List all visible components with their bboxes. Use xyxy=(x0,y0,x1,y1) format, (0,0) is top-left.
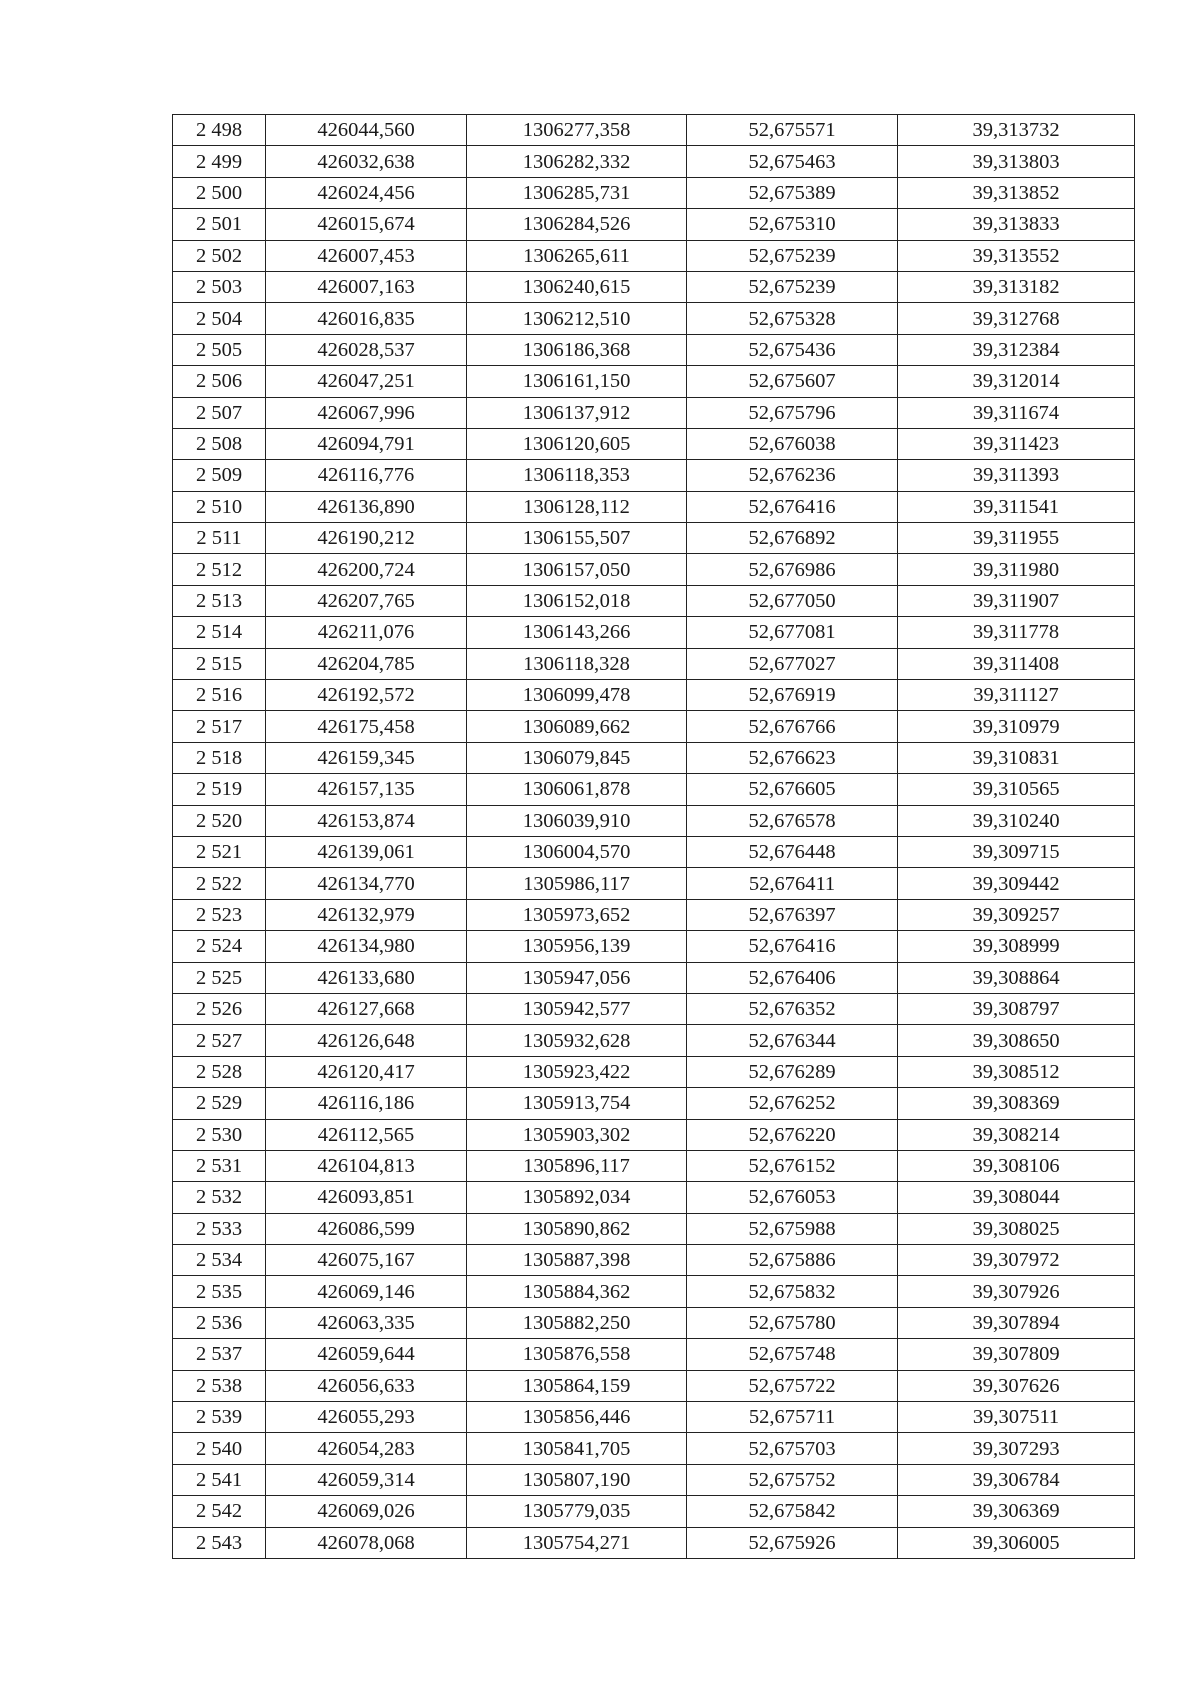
table-row xyxy=(173,1025,1135,1056)
latitude-cell: 52,675310 xyxy=(687,209,898,240)
point-number-cell: 2 520 xyxy=(173,805,266,836)
table-row xyxy=(173,554,1135,585)
y-coordinate-cell: 1306089,662 xyxy=(467,711,687,742)
y-coordinate-cell: 1305884,362 xyxy=(467,1276,687,1307)
x-coordinate-cell: 426134,770 xyxy=(266,868,467,899)
point-number-cell: 2 535 xyxy=(173,1276,266,1307)
longitude-cell: 39,313833 xyxy=(898,209,1135,240)
x-coordinate-cell: 426055,293 xyxy=(266,1402,467,1433)
latitude-cell: 52,677081 xyxy=(687,617,898,648)
longitude-cell: 39,311778 xyxy=(898,617,1135,648)
longitude-cell: 39,311980 xyxy=(898,554,1135,585)
latitude-cell: 52,676053 xyxy=(687,1182,898,1213)
coordinates-table xyxy=(172,114,1135,1559)
point-number-cell: 2 517 xyxy=(173,711,266,742)
x-coordinate-cell: 426175,458 xyxy=(266,711,467,742)
x-coordinate-cell: 426016,835 xyxy=(266,303,467,334)
point-number-cell: 2 515 xyxy=(173,648,266,679)
x-coordinate-cell: 426116,776 xyxy=(266,460,467,491)
latitude-cell: 52,675886 xyxy=(687,1245,898,1276)
point-number-cell: 2 542 xyxy=(173,1496,266,1527)
point-number-cell: 2 526 xyxy=(173,993,266,1024)
x-coordinate-cell: 426136,890 xyxy=(266,491,467,522)
point-number-cell: 2 524 xyxy=(173,931,266,962)
x-coordinate-cell: 426132,979 xyxy=(266,899,467,930)
x-coordinate-cell: 426059,314 xyxy=(266,1464,467,1495)
y-coordinate-cell: 1306143,266 xyxy=(467,617,687,648)
table-row xyxy=(173,1276,1135,1307)
longitude-cell: 39,310240 xyxy=(898,805,1135,836)
point-number-cell: 2 503 xyxy=(173,271,266,302)
latitude-cell: 52,676892 xyxy=(687,523,898,554)
x-coordinate-cell: 426086,599 xyxy=(266,1213,467,1244)
longitude-cell: 39,311408 xyxy=(898,648,1135,679)
longitude-cell: 39,307894 xyxy=(898,1307,1135,1338)
longitude-cell: 39,308512 xyxy=(898,1056,1135,1087)
point-number-cell: 2 518 xyxy=(173,742,266,773)
latitude-cell: 52,676289 xyxy=(687,1056,898,1087)
table-row xyxy=(173,1213,1135,1244)
longitude-cell: 39,312768 xyxy=(898,303,1135,334)
point-number-cell: 2 523 xyxy=(173,899,266,930)
longitude-cell: 39,309442 xyxy=(898,868,1135,899)
longitude-cell: 39,308025 xyxy=(898,1213,1135,1244)
latitude-cell: 52,675703 xyxy=(687,1433,898,1464)
y-coordinate-cell: 1305856,446 xyxy=(467,1402,687,1433)
longitude-cell: 39,313182 xyxy=(898,271,1135,302)
latitude-cell: 52,676252 xyxy=(687,1088,898,1119)
y-coordinate-cell: 1306061,878 xyxy=(467,774,687,805)
point-number-cell: 2 532 xyxy=(173,1182,266,1213)
table-row xyxy=(173,1339,1135,1370)
latitude-cell: 52,675571 xyxy=(687,115,898,146)
x-coordinate-cell: 426190,212 xyxy=(266,523,467,554)
y-coordinate-cell: 1306039,910 xyxy=(467,805,687,836)
x-coordinate-cell: 426200,724 xyxy=(266,554,467,585)
y-coordinate-cell: 1305913,754 xyxy=(467,1088,687,1119)
point-number-cell: 2 522 xyxy=(173,868,266,899)
table-row xyxy=(173,993,1135,1024)
latitude-cell: 52,676344 xyxy=(687,1025,898,1056)
longitude-cell: 39,306784 xyxy=(898,1464,1135,1495)
table-row xyxy=(173,836,1135,867)
y-coordinate-cell: 1305932,628 xyxy=(467,1025,687,1056)
table-row xyxy=(173,805,1135,836)
point-number-cell: 2 541 xyxy=(173,1464,266,1495)
table-row xyxy=(173,1150,1135,1181)
latitude-cell: 52,676352 xyxy=(687,993,898,1024)
x-coordinate-cell: 426159,345 xyxy=(266,742,467,773)
latitude-cell: 52,675722 xyxy=(687,1370,898,1401)
point-number-cell: 2 512 xyxy=(173,554,266,585)
table-row xyxy=(173,1370,1135,1401)
latitude-cell: 52,676397 xyxy=(687,899,898,930)
longitude-cell: 39,308999 xyxy=(898,931,1135,962)
point-number-cell: 2 539 xyxy=(173,1402,266,1433)
y-coordinate-cell: 1305986,117 xyxy=(467,868,687,899)
longitude-cell: 39,307926 xyxy=(898,1276,1135,1307)
longitude-cell: 39,311393 xyxy=(898,460,1135,491)
x-coordinate-cell: 426059,644 xyxy=(266,1339,467,1370)
latitude-cell: 52,677027 xyxy=(687,648,898,679)
table-row xyxy=(173,931,1135,962)
x-coordinate-cell: 426032,638 xyxy=(266,146,467,177)
table-row xyxy=(173,711,1135,742)
x-coordinate-cell: 426028,537 xyxy=(266,334,467,365)
x-coordinate-cell: 426075,167 xyxy=(266,1245,467,1276)
point-number-cell: 2 521 xyxy=(173,836,266,867)
longitude-cell: 39,310831 xyxy=(898,742,1135,773)
point-number-cell: 2 511 xyxy=(173,523,266,554)
y-coordinate-cell: 1305896,117 xyxy=(467,1150,687,1181)
y-coordinate-cell: 1306099,478 xyxy=(467,680,687,711)
y-coordinate-cell: 1306284,526 xyxy=(467,209,687,240)
point-number-cell: 2 516 xyxy=(173,680,266,711)
latitude-cell: 52,675796 xyxy=(687,397,898,428)
x-coordinate-cell: 426044,560 xyxy=(266,115,467,146)
table-row xyxy=(173,680,1135,711)
table-row xyxy=(173,428,1135,459)
x-coordinate-cell: 426015,674 xyxy=(266,209,467,240)
point-number-cell: 2 540 xyxy=(173,1433,266,1464)
table-row xyxy=(173,115,1135,146)
latitude-cell: 52,675389 xyxy=(687,177,898,208)
point-number-cell: 2 498 xyxy=(173,115,266,146)
longitude-cell: 39,312014 xyxy=(898,366,1135,397)
longitude-cell: 39,311541 xyxy=(898,491,1135,522)
x-coordinate-cell: 426211,076 xyxy=(266,617,467,648)
latitude-cell: 52,676766 xyxy=(687,711,898,742)
longitude-cell: 39,313852 xyxy=(898,177,1135,208)
y-coordinate-cell: 1305864,159 xyxy=(467,1370,687,1401)
y-coordinate-cell: 1305892,034 xyxy=(467,1182,687,1213)
table-row xyxy=(173,177,1135,208)
latitude-cell: 52,675988 xyxy=(687,1213,898,1244)
point-number-cell: 2 543 xyxy=(173,1527,266,1558)
x-coordinate-cell: 426007,163 xyxy=(266,271,467,302)
x-coordinate-cell: 426094,791 xyxy=(266,428,467,459)
x-coordinate-cell: 426133,680 xyxy=(266,962,467,993)
y-coordinate-cell: 1306137,912 xyxy=(467,397,687,428)
table-row xyxy=(173,366,1135,397)
table-row xyxy=(173,1464,1135,1495)
y-coordinate-cell: 1305754,271 xyxy=(467,1527,687,1558)
point-number-cell: 2 528 xyxy=(173,1056,266,1087)
longitude-cell: 39,307626 xyxy=(898,1370,1135,1401)
point-number-cell: 2 501 xyxy=(173,209,266,240)
x-coordinate-cell: 426054,283 xyxy=(266,1433,467,1464)
longitude-cell: 39,308864 xyxy=(898,962,1135,993)
table-row xyxy=(173,1527,1135,1558)
table-row xyxy=(173,1056,1135,1087)
x-coordinate-cell: 426093,851 xyxy=(266,1182,467,1213)
point-number-cell: 2 506 xyxy=(173,366,266,397)
y-coordinate-cell: 1306118,328 xyxy=(467,648,687,679)
longitude-cell: 39,307293 xyxy=(898,1433,1135,1464)
table-row xyxy=(173,899,1135,930)
x-coordinate-cell: 426126,648 xyxy=(266,1025,467,1056)
table-row xyxy=(173,774,1135,805)
table-row xyxy=(173,240,1135,271)
y-coordinate-cell: 1306157,050 xyxy=(467,554,687,585)
latitude-cell: 52,675239 xyxy=(687,271,898,302)
y-coordinate-cell: 1305876,558 xyxy=(467,1339,687,1370)
latitude-cell: 52,676623 xyxy=(687,742,898,773)
longitude-cell: 39,312384 xyxy=(898,334,1135,365)
longitude-cell: 39,313732 xyxy=(898,115,1135,146)
longitude-cell: 39,310979 xyxy=(898,711,1135,742)
table-row xyxy=(173,617,1135,648)
point-number-cell: 2 504 xyxy=(173,303,266,334)
y-coordinate-cell: 1306128,112 xyxy=(467,491,687,522)
longitude-cell: 39,308044 xyxy=(898,1182,1135,1213)
x-coordinate-cell: 426078,068 xyxy=(266,1527,467,1558)
table-row xyxy=(173,742,1135,773)
latitude-cell: 52,677050 xyxy=(687,585,898,616)
x-coordinate-cell: 426007,453 xyxy=(266,240,467,271)
y-coordinate-cell: 1305942,577 xyxy=(467,993,687,1024)
table-row xyxy=(173,397,1135,428)
y-coordinate-cell: 1306118,353 xyxy=(467,460,687,491)
point-number-cell: 2 525 xyxy=(173,962,266,993)
y-coordinate-cell: 1305923,422 xyxy=(467,1056,687,1087)
latitude-cell: 52,676919 xyxy=(687,680,898,711)
point-number-cell: 2 514 xyxy=(173,617,266,648)
longitude-cell: 39,308214 xyxy=(898,1119,1135,1150)
longitude-cell: 39,307809 xyxy=(898,1339,1135,1370)
table-row xyxy=(173,585,1135,616)
latitude-cell: 52,676152 xyxy=(687,1150,898,1181)
point-number-cell: 2 537 xyxy=(173,1339,266,1370)
point-number-cell: 2 513 xyxy=(173,585,266,616)
longitude-cell: 39,306369 xyxy=(898,1496,1135,1527)
x-coordinate-cell: 426134,980 xyxy=(266,931,467,962)
x-coordinate-cell: 426112,565 xyxy=(266,1119,467,1150)
longitude-cell: 39,308369 xyxy=(898,1088,1135,1119)
point-number-cell: 2 536 xyxy=(173,1307,266,1338)
longitude-cell: 39,311127 xyxy=(898,680,1135,711)
y-coordinate-cell: 1305882,250 xyxy=(467,1307,687,1338)
latitude-cell: 52,676986 xyxy=(687,554,898,585)
x-coordinate-cell: 426192,572 xyxy=(266,680,467,711)
table-row xyxy=(173,1307,1135,1338)
y-coordinate-cell: 1306161,150 xyxy=(467,366,687,397)
table-row xyxy=(173,271,1135,302)
table-row xyxy=(173,868,1135,899)
latitude-cell: 52,676236 xyxy=(687,460,898,491)
longitude-cell: 39,310565 xyxy=(898,774,1135,805)
table-row xyxy=(173,491,1135,522)
point-number-cell: 2 527 xyxy=(173,1025,266,1056)
longitude-cell: 39,309715 xyxy=(898,836,1135,867)
x-coordinate-cell: 426024,456 xyxy=(266,177,467,208)
latitude-cell: 52,676448 xyxy=(687,836,898,867)
table-row xyxy=(173,209,1135,240)
latitude-cell: 52,675239 xyxy=(687,240,898,271)
x-coordinate-cell: 426120,417 xyxy=(266,1056,467,1087)
latitude-cell: 52,675607 xyxy=(687,366,898,397)
longitude-cell: 39,306005 xyxy=(898,1527,1135,1558)
x-coordinate-cell: 426047,251 xyxy=(266,366,467,397)
x-coordinate-cell: 426104,813 xyxy=(266,1150,467,1181)
table-row xyxy=(173,962,1135,993)
table-row xyxy=(173,648,1135,679)
x-coordinate-cell: 426204,785 xyxy=(266,648,467,679)
y-coordinate-cell: 1306277,358 xyxy=(467,115,687,146)
table-row xyxy=(173,1433,1135,1464)
x-coordinate-cell: 426207,765 xyxy=(266,585,467,616)
table-row xyxy=(173,303,1135,334)
point-number-cell: 2 499 xyxy=(173,146,266,177)
latitude-cell: 52,676220 xyxy=(687,1119,898,1150)
y-coordinate-cell: 1306152,018 xyxy=(467,585,687,616)
y-coordinate-cell: 1306120,605 xyxy=(467,428,687,459)
x-coordinate-cell: 426116,186 xyxy=(266,1088,467,1119)
y-coordinate-cell: 1306285,731 xyxy=(467,177,687,208)
point-number-cell: 2 508 xyxy=(173,428,266,459)
longitude-cell: 39,307511 xyxy=(898,1402,1135,1433)
longitude-cell: 39,311955 xyxy=(898,523,1135,554)
y-coordinate-cell: 1306212,510 xyxy=(467,303,687,334)
y-coordinate-cell: 1306265,611 xyxy=(467,240,687,271)
longitude-cell: 39,307972 xyxy=(898,1245,1135,1276)
latitude-cell: 52,675752 xyxy=(687,1464,898,1495)
y-coordinate-cell: 1305903,302 xyxy=(467,1119,687,1150)
point-number-cell: 2 505 xyxy=(173,334,266,365)
longitude-cell: 39,308650 xyxy=(898,1025,1135,1056)
latitude-cell: 52,675842 xyxy=(687,1496,898,1527)
longitude-cell: 39,309257 xyxy=(898,899,1135,930)
point-number-cell: 2 519 xyxy=(173,774,266,805)
latitude-cell: 52,675748 xyxy=(687,1339,898,1370)
table-row xyxy=(173,460,1135,491)
latitude-cell: 52,675463 xyxy=(687,146,898,177)
x-coordinate-cell: 426063,335 xyxy=(266,1307,467,1338)
y-coordinate-cell: 1306155,507 xyxy=(467,523,687,554)
longitude-cell: 39,311423 xyxy=(898,428,1135,459)
point-number-cell: 2 530 xyxy=(173,1119,266,1150)
latitude-cell: 52,676416 xyxy=(687,931,898,962)
point-number-cell: 2 529 xyxy=(173,1088,266,1119)
point-number-cell: 2 507 xyxy=(173,397,266,428)
latitude-cell: 52,676406 xyxy=(687,962,898,993)
table-row xyxy=(173,1402,1135,1433)
x-coordinate-cell: 426056,633 xyxy=(266,1370,467,1401)
point-number-cell: 2 500 xyxy=(173,177,266,208)
point-number-cell: 2 533 xyxy=(173,1213,266,1244)
latitude-cell: 52,676411 xyxy=(687,868,898,899)
table-row xyxy=(173,1182,1135,1213)
latitude-cell: 52,675926 xyxy=(687,1527,898,1558)
longitude-cell: 39,311674 xyxy=(898,397,1135,428)
y-coordinate-cell: 1305947,056 xyxy=(467,962,687,993)
longitude-cell: 39,313552 xyxy=(898,240,1135,271)
point-number-cell: 2 509 xyxy=(173,460,266,491)
table-row xyxy=(173,1119,1135,1150)
latitude-cell: 52,676605 xyxy=(687,774,898,805)
latitude-cell: 52,676038 xyxy=(687,428,898,459)
latitude-cell: 52,676578 xyxy=(687,805,898,836)
latitude-cell: 52,676416 xyxy=(687,491,898,522)
y-coordinate-cell: 1305956,139 xyxy=(467,931,687,962)
point-number-cell: 2 534 xyxy=(173,1245,266,1276)
longitude-cell: 39,308106 xyxy=(898,1150,1135,1181)
x-coordinate-cell: 426153,874 xyxy=(266,805,467,836)
latitude-cell: 52,675328 xyxy=(687,303,898,334)
y-coordinate-cell: 1306186,368 xyxy=(467,334,687,365)
table-row xyxy=(173,1245,1135,1276)
point-number-cell: 2 538 xyxy=(173,1370,266,1401)
point-number-cell: 2 531 xyxy=(173,1150,266,1181)
y-coordinate-cell: 1305890,862 xyxy=(467,1213,687,1244)
coordinates-table-body xyxy=(173,115,1135,1559)
longitude-cell: 39,313803 xyxy=(898,146,1135,177)
longitude-cell: 39,311907 xyxy=(898,585,1135,616)
x-coordinate-cell: 426069,146 xyxy=(266,1276,467,1307)
x-coordinate-cell: 426069,026 xyxy=(266,1496,467,1527)
y-coordinate-cell: 1306079,845 xyxy=(467,742,687,773)
latitude-cell: 52,675780 xyxy=(687,1307,898,1338)
x-coordinate-cell: 426157,135 xyxy=(266,774,467,805)
x-coordinate-cell: 426127,668 xyxy=(266,993,467,1024)
latitude-cell: 52,675832 xyxy=(687,1276,898,1307)
y-coordinate-cell: 1305841,705 xyxy=(467,1433,687,1464)
latitude-cell: 52,675711 xyxy=(687,1402,898,1433)
longitude-cell: 39,308797 xyxy=(898,993,1135,1024)
point-number-cell: 2 510 xyxy=(173,491,266,522)
table-row xyxy=(173,1088,1135,1119)
x-coordinate-cell: 426139,061 xyxy=(266,836,467,867)
x-coordinate-cell: 426067,996 xyxy=(266,397,467,428)
y-coordinate-cell: 1305973,652 xyxy=(467,899,687,930)
table-row xyxy=(173,146,1135,177)
latitude-cell: 52,675436 xyxy=(687,334,898,365)
point-number-cell: 2 502 xyxy=(173,240,266,271)
y-coordinate-cell: 1305887,398 xyxy=(467,1245,687,1276)
table-row xyxy=(173,1496,1135,1527)
table-row xyxy=(173,334,1135,365)
y-coordinate-cell: 1305807,190 xyxy=(467,1464,687,1495)
y-coordinate-cell: 1306282,332 xyxy=(467,146,687,177)
y-coordinate-cell: 1306240,615 xyxy=(467,271,687,302)
table-row xyxy=(173,523,1135,554)
y-coordinate-cell: 1305779,035 xyxy=(467,1496,687,1527)
y-coordinate-cell: 1306004,570 xyxy=(467,836,687,867)
